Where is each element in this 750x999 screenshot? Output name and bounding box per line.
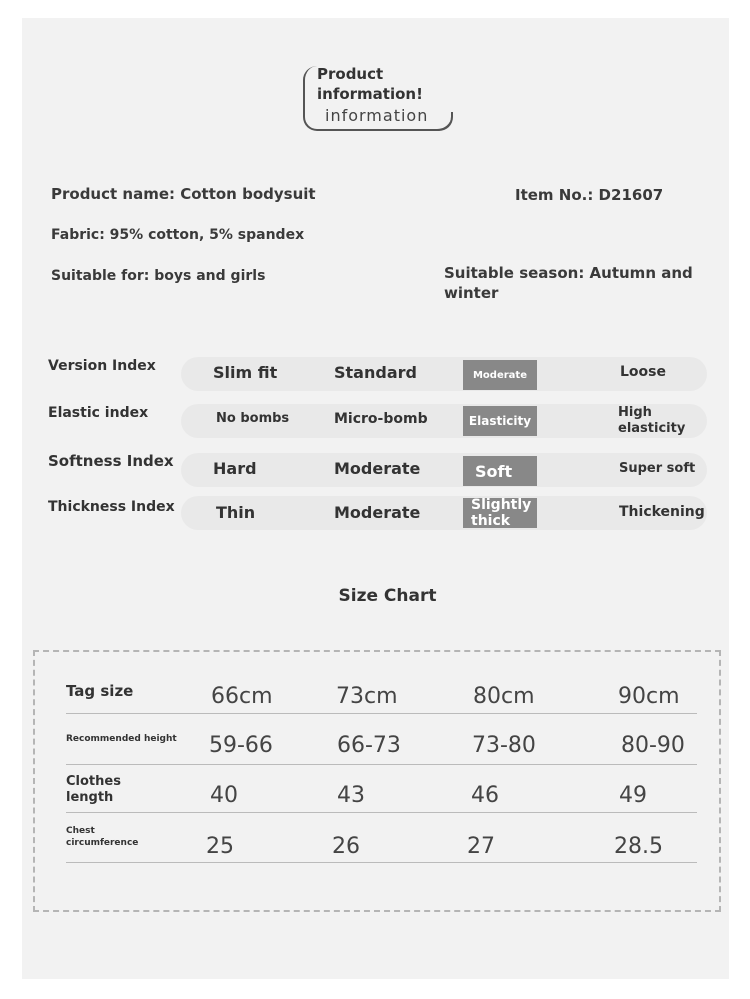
size-row-label-tag-size: Tag size xyxy=(66,682,134,700)
size-cell: 66-73 xyxy=(337,733,401,758)
size-cell: 49 xyxy=(619,783,647,808)
softness-index-label: Softness Index xyxy=(48,452,174,470)
size-cell: 59-66 xyxy=(209,733,273,758)
elastic-option-micro-bomb: Micro-bomb xyxy=(334,411,428,427)
softness-option-soft-selected: Soft xyxy=(463,456,537,486)
thickness-option-thin: Thin xyxy=(216,503,256,522)
size-row-label-chest-circumference: Chest circumference xyxy=(66,826,139,848)
size-cell: 27 xyxy=(467,834,495,859)
version-index-label: Version Index xyxy=(48,358,156,374)
size-cell: 28.5 xyxy=(614,834,663,859)
thickness-option-thickening: Thickening xyxy=(619,504,705,520)
version-option-moderate-selected: Moderate xyxy=(463,360,537,390)
size-cell: 26 xyxy=(332,834,360,859)
size-cell: 25 xyxy=(206,834,234,859)
size-cell: 46 xyxy=(471,783,499,808)
elastic-option-high-elasticity: High elasticity xyxy=(618,405,686,436)
product-name: Product name: Cotton bodysuit xyxy=(51,185,316,203)
size-row-divider xyxy=(66,764,697,765)
softness-option-moderate: Moderate xyxy=(334,459,421,478)
item-number: Item No.: D21607 xyxy=(515,186,664,204)
size-row-divider xyxy=(66,862,697,863)
size-cell: 80-90 xyxy=(621,733,685,758)
elastic-option-no-bombs: No bombs xyxy=(216,411,290,426)
suitable-season: Suitable season: Autumn and winter xyxy=(444,264,693,302)
suitable-for: Suitable for: boys and girls xyxy=(51,268,266,284)
size-row-label-recommended-height: Recommended height xyxy=(66,734,177,744)
header-title: Product information! xyxy=(317,64,447,104)
softness-option-super-soft: Super soft xyxy=(619,461,696,476)
header-subtitle: information xyxy=(325,106,429,125)
thickness-option-slightly-thick-selected: Slightly thick xyxy=(463,498,537,528)
thickness-option-moderate: Moderate xyxy=(334,503,421,522)
size-cell: 73-80 xyxy=(472,733,536,758)
size-cell: 90cm xyxy=(618,684,680,709)
softness-option-hard: Hard xyxy=(213,459,257,478)
size-cell: 43 xyxy=(337,783,365,808)
fabric-info: Fabric: 95% cotton, 5% spandex xyxy=(51,227,305,243)
version-option-slim-fit: Slim fit xyxy=(213,363,278,382)
thickness-index-label: Thickness Index xyxy=(48,499,175,515)
size-cell: 80cm xyxy=(473,684,535,709)
elastic-index-label: Elastic index xyxy=(48,405,149,421)
size-chart-title: Size Chart xyxy=(338,586,437,606)
size-cell: 73cm xyxy=(336,684,398,709)
size-cell: 66cm xyxy=(211,684,273,709)
version-option-standard: Standard xyxy=(334,363,417,382)
size-row-divider xyxy=(66,812,697,813)
size-row-divider xyxy=(66,713,697,714)
size-cell: 40 xyxy=(210,783,238,808)
elastic-option-elasticity-selected: Elasticity xyxy=(463,406,537,436)
size-row-label-clothes-length: Clothes length xyxy=(66,774,121,805)
version-option-loose: Loose xyxy=(620,364,666,380)
